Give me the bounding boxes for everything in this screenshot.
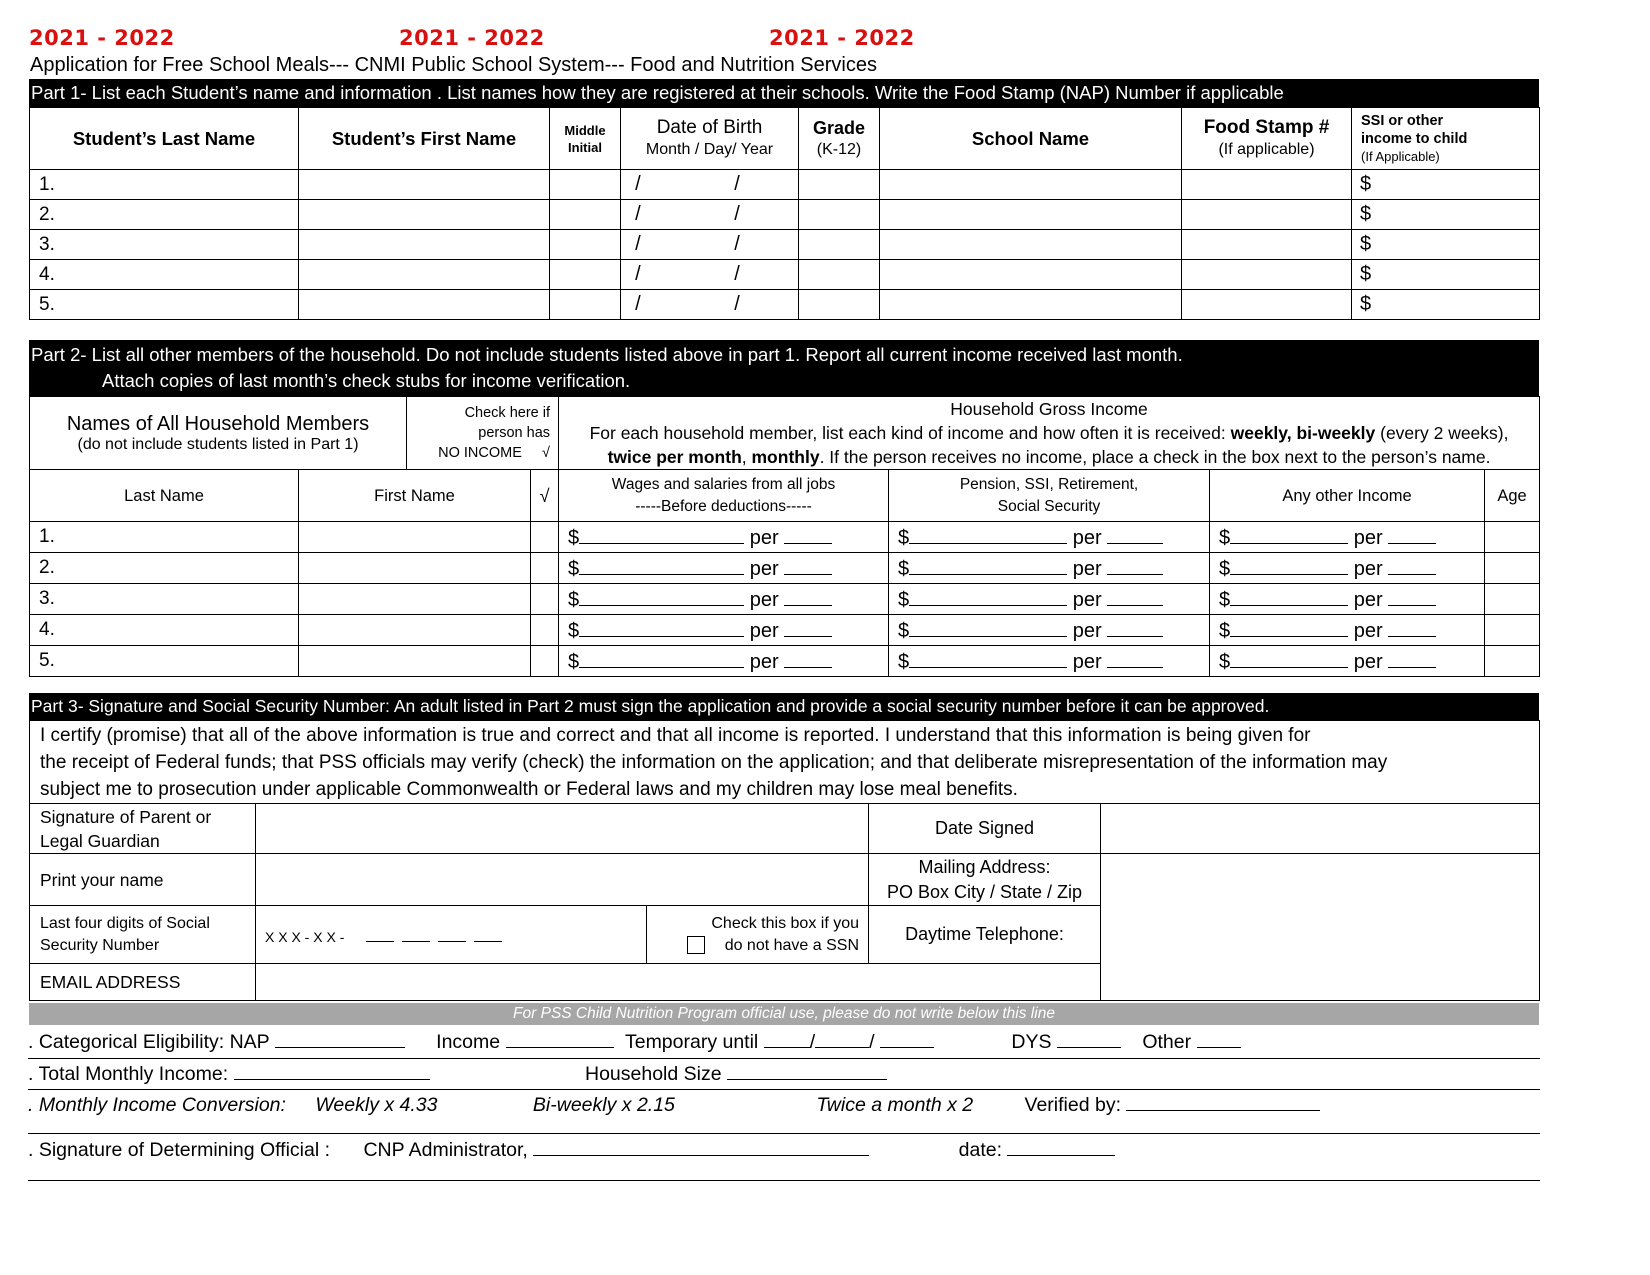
print-name-row — [30, 854, 1540, 906]
age-field[interactable] — [1485, 584, 1540, 615]
ssi-income-field[interactable]: $ — [1352, 200, 1540, 230]
member-row-number: 3. — [30, 584, 299, 615]
dollar-sign: $ — [898, 526, 910, 549]
middle-initial-field[interactable] — [550, 290, 621, 320]
grade-field[interactable] — [799, 200, 880, 230]
dollar-sign: $ — [568, 526, 580, 549]
school-name-field[interactable] — [880, 230, 1182, 260]
dollar-sign: $ — [1219, 526, 1231, 549]
year-label-left: 2021 - 2022 — [29, 26, 175, 50]
col-grade: Grade (K-12) — [799, 108, 880, 170]
student-first-name-field[interactable] — [299, 260, 550, 290]
no-income-checkbox[interactable] — [531, 615, 559, 646]
part2-header-bar: Part 2- List all other members of the household. Do not include students listed above in part 1. Report all current income received last month. Attach copies of last month’s check stubs for income verification. — [29, 340, 1539, 396]
date-of-birth-field[interactable]: / / — [621, 260, 799, 290]
per-label: per — [1353, 619, 1383, 642]
date-of-birth-field[interactable]: / / — [621, 290, 799, 320]
other-income-field[interactable] — [1210, 646, 1485, 677]
signature-field[interactable] — [256, 804, 869, 854]
grade-field[interactable] — [799, 260, 880, 290]
ssn-mask: X X X - X X - — [265, 928, 345, 945]
dollar-sign: $ — [1219, 650, 1231, 673]
signature-label: Signature of Parent or Legal Guardian — [30, 804, 256, 854]
col-student-last-name: Student’s Last Name — [30, 108, 299, 170]
middle-initial-field[interactable] — [550, 230, 621, 260]
date-of-birth-field[interactable]: / / — [621, 230, 799, 260]
member-row-number: 1. — [30, 522, 299, 553]
per-label: per — [749, 650, 779, 673]
grade-field[interactable] — [799, 170, 880, 200]
student-row — [30, 290, 1540, 320]
email-field[interactable] — [256, 964, 1101, 1001]
col-date-of-birth: Date of Birth Month / Day/ Year — [621, 108, 799, 170]
dollar-sign: $ — [1219, 588, 1231, 611]
official-rule-4 — [28, 1180, 1540, 1181]
per-label: per — [1353, 557, 1383, 580]
col-no-income-check: √ — [531, 470, 559, 522]
ssn-label: Last four digits of Social Security Number — [30, 906, 256, 964]
member-first-name-field[interactable] — [299, 522, 531, 553]
member-row-number: 2. — [30, 553, 299, 584]
student-first-name-field[interactable] — [299, 170, 550, 200]
part2-header-row — [30, 470, 1540, 522]
middle-initial-field[interactable] — [550, 170, 621, 200]
col-pension: Pension, SSI, Retirement, Social Security — [889, 470, 1210, 522]
pension-income-field[interactable] — [889, 584, 1210, 615]
dollar-sign: $ — [898, 650, 910, 673]
print-name-field[interactable] — [256, 854, 869, 906]
col-student-first-name: Student’s First Name — [299, 108, 550, 170]
student-row-number: 5. — [30, 290, 299, 320]
student-row-number: 1. — [30, 170, 299, 200]
determining-official-line: . Signature of Determining Official : CNP Administrator, date: — [28, 1139, 1115, 1162]
dollar-sign: $ — [898, 588, 910, 611]
official-rule-2 — [28, 1089, 1540, 1090]
dollar-sign: $ — [568, 588, 580, 611]
food-stamp-field[interactable] — [1182, 200, 1352, 230]
col-other-income: Any other Income — [1210, 470, 1485, 522]
member-first-name-field[interactable] — [299, 646, 531, 677]
date-signed-label: Date Signed — [869, 804, 1101, 854]
ssi-income-field[interactable]: $ — [1352, 230, 1540, 260]
dollar-sign: $ — [568, 619, 580, 642]
wages-income-field[interactable] — [559, 522, 889, 553]
pension-income-field[interactable] — [889, 553, 1210, 584]
middle-initial-field[interactable] — [550, 200, 621, 230]
food-stamp-field[interactable] — [1182, 260, 1352, 290]
ssn-field[interactable] — [256, 906, 647, 964]
no-ssn-checkbox[interactable] — [687, 936, 705, 954]
per-label: per — [1072, 588, 1102, 611]
household-member-row — [30, 553, 1540, 584]
pension-income-field[interactable] — [889, 646, 1210, 677]
per-label: per — [1353, 588, 1383, 611]
no-income-checkbox[interactable] — [531, 646, 559, 677]
col-ssi-income: SSI or other income to child (If Applicable) — [1352, 108, 1540, 170]
other-income-field[interactable] — [1210, 522, 1485, 553]
pension-income-field[interactable] — [889, 615, 1210, 646]
email-label: EMAIL ADDRESS — [30, 964, 256, 1001]
pension-income-field[interactable] — [889, 522, 1210, 553]
no-income-checkbox[interactable] — [531, 522, 559, 553]
total-monthly-income-line: . Total Monthly Income: Household Size — [28, 1063, 887, 1086]
food-stamp-field[interactable] — [1182, 290, 1352, 320]
dollar-sign: $ — [1219, 557, 1231, 580]
food-stamp-field[interactable] — [1182, 170, 1352, 200]
grade-field[interactable] — [799, 230, 880, 260]
wages-income-field[interactable] — [559, 615, 889, 646]
food-stamp-field[interactable] — [1182, 230, 1352, 260]
age-field[interactable] — [1485, 646, 1540, 677]
categorical-eligibility-line: . Categorical Eligibility: NAP Income Temporary until / / DYS Other — [28, 1031, 1241, 1054]
student-first-name-field[interactable] — [299, 200, 550, 230]
per-label: per — [1353, 526, 1383, 549]
dollar-sign: $ — [568, 650, 580, 673]
age-field[interactable] — [1485, 615, 1540, 646]
member-first-name-field[interactable] — [299, 553, 531, 584]
date-of-birth-field[interactable]: / / — [621, 170, 799, 200]
official-rule-1 — [28, 1058, 1540, 1059]
per-label: per — [749, 588, 779, 611]
student-row — [30, 200, 1540, 230]
per-label: per — [749, 557, 779, 580]
per-label: per — [1072, 650, 1102, 673]
signature-row — [30, 804, 1540, 854]
wages-income-field[interactable] — [559, 646, 889, 677]
print-name-label: Print your name — [30, 854, 256, 906]
member-first-name-field[interactable] — [299, 615, 531, 646]
household-member-row — [30, 646, 1540, 677]
col-age: Age — [1485, 470, 1540, 522]
no-income-checkbox[interactable] — [531, 553, 559, 584]
col-school-name: School Name — [880, 108, 1182, 170]
household-member-row — [30, 615, 1540, 646]
income-conversion-line: . Monthly Income Conversion: Weekly x 4.33 Bi-weekly x 2.15 Twice a month x 2 Verified by: — [28, 1094, 1320, 1117]
official-rule-3 — [28, 1133, 1540, 1134]
dollar-sign: $ — [1219, 619, 1231, 642]
ssi-income-field[interactable]: $ — [1352, 260, 1540, 290]
no-income-instruction: Check here if person has NO INCOME √ — [407, 397, 559, 470]
certification-statement: I certify (promise) that all of the above information is true and correct and that all income is reported. I understand that this information is being given for the receipt of Federal funds; that PSS officials may verify (check) the information on the application; and that deliberate misrepresentation of the information may subject me to prosecution under applicable Commonwealth or Federal laws and my children may lose meal benefits. — [30, 721, 1540, 804]
col-member-last-name: Last Name — [30, 470, 299, 522]
household-members-heading: Names of All Household Members (do not include students listed in Part 1) — [30, 397, 407, 470]
household-gross-income-instructions: Household Gross Income For each household member, list each kind of income and how often it is received: weekly, bi-weekly (every 2 weeks), twice per month, monthly. If the person receives no income, place a check in the box next to the person’s name. — [559, 397, 1540, 470]
official-use-bar: For PSS Child Nutrition Program official use, please do not write below this line — [29, 1003, 1539, 1025]
per-label: per — [749, 526, 779, 549]
no-income-checkbox[interactable] — [531, 584, 559, 615]
form-title: Application for Free School Meals--- CNMI Public School System--- Food and Nutrition Services — [30, 54, 877, 76]
per-label: per — [749, 619, 779, 642]
age-field[interactable] — [1485, 522, 1540, 553]
dollar-sign: $ — [898, 557, 910, 580]
daytime-telephone-label: Daytime Telephone: — [869, 906, 1101, 964]
col-middle-initial: Middle Initial — [550, 108, 621, 170]
per-label: per — [1353, 650, 1383, 673]
member-first-name-field[interactable] — [299, 584, 531, 615]
student-first-name-field[interactable] — [299, 290, 550, 320]
part2-intro-row — [30, 397, 1540, 470]
part3-header-bar: Part 3- Signature and Social Security Number: An adult listed in Part 2 must sign the application and provide a social security number before it can be approved. — [29, 693, 1539, 720]
part1-header-bar: Part 1- List each Student’s name and information . List names how they are registered at their schools. Write the Food Stamp (NAP) Number if applicable — [29, 79, 1539, 107]
member-row-number: 5. — [30, 646, 299, 677]
age-field[interactable] — [1485, 553, 1540, 584]
student-first-name-field[interactable] — [299, 230, 550, 260]
ssi-income-field[interactable]: $ — [1352, 290, 1540, 320]
dollar-sign: $ — [898, 619, 910, 642]
per-label: per — [1072, 526, 1102, 549]
member-row-number: 4. — [30, 615, 299, 646]
certification-row — [30, 721, 1540, 804]
student-row — [30, 260, 1540, 290]
part2-household-table — [29, 396, 1540, 677]
school-name-field[interactable] — [880, 260, 1182, 290]
student-row-number: 2. — [30, 200, 299, 230]
household-member-row — [30, 584, 1540, 615]
year-label-right: 2021 - 2022 — [769, 26, 915, 50]
wages-income-field[interactable] — [559, 584, 889, 615]
ssi-income-field[interactable]: $ — [1352, 170, 1540, 200]
dollar-sign: $ — [568, 557, 580, 580]
other-income-field[interactable] — [1210, 615, 1485, 646]
student-row — [30, 170, 1540, 200]
no-ssn-option: Check this box if you do not have a SSN — [647, 906, 869, 964]
date-of-birth-field[interactable]: / / — [621, 200, 799, 230]
school-name-field[interactable] — [880, 170, 1182, 200]
col-food-stamp: Food Stamp # (If applicable) — [1182, 108, 1352, 170]
part1-student-table — [29, 107, 1540, 320]
date-signed-field[interactable] — [1101, 804, 1540, 854]
grade-field[interactable] — [799, 290, 880, 320]
per-label: per — [1072, 619, 1102, 642]
school-name-field[interactable] — [880, 290, 1182, 320]
col-member-first-name: First Name — [299, 470, 531, 522]
other-income-field[interactable] — [1210, 584, 1485, 615]
part1-header-row — [30, 108, 1540, 170]
student-row-number: 3. — [30, 230, 299, 260]
household-member-row — [30, 522, 1540, 553]
other-income-field[interactable] — [1210, 553, 1485, 584]
mailing-address-label: Mailing Address: PO Box City / State / Zip — [869, 854, 1101, 906]
school-name-field[interactable] — [880, 200, 1182, 230]
mailing-address-field[interactable] — [1101, 854, 1540, 1001]
per-label: per — [1072, 557, 1102, 580]
middle-initial-field[interactable] — [550, 260, 621, 290]
student-row-number: 4. — [30, 260, 299, 290]
year-label-center: 2021 - 2022 — [399, 26, 545, 50]
student-row — [30, 230, 1540, 260]
col-wages: Wages and salaries from all jobs -----Before deductions----- — [559, 470, 889, 522]
wages-income-field[interactable] — [559, 553, 889, 584]
part3-signature-table — [29, 720, 1540, 1001]
